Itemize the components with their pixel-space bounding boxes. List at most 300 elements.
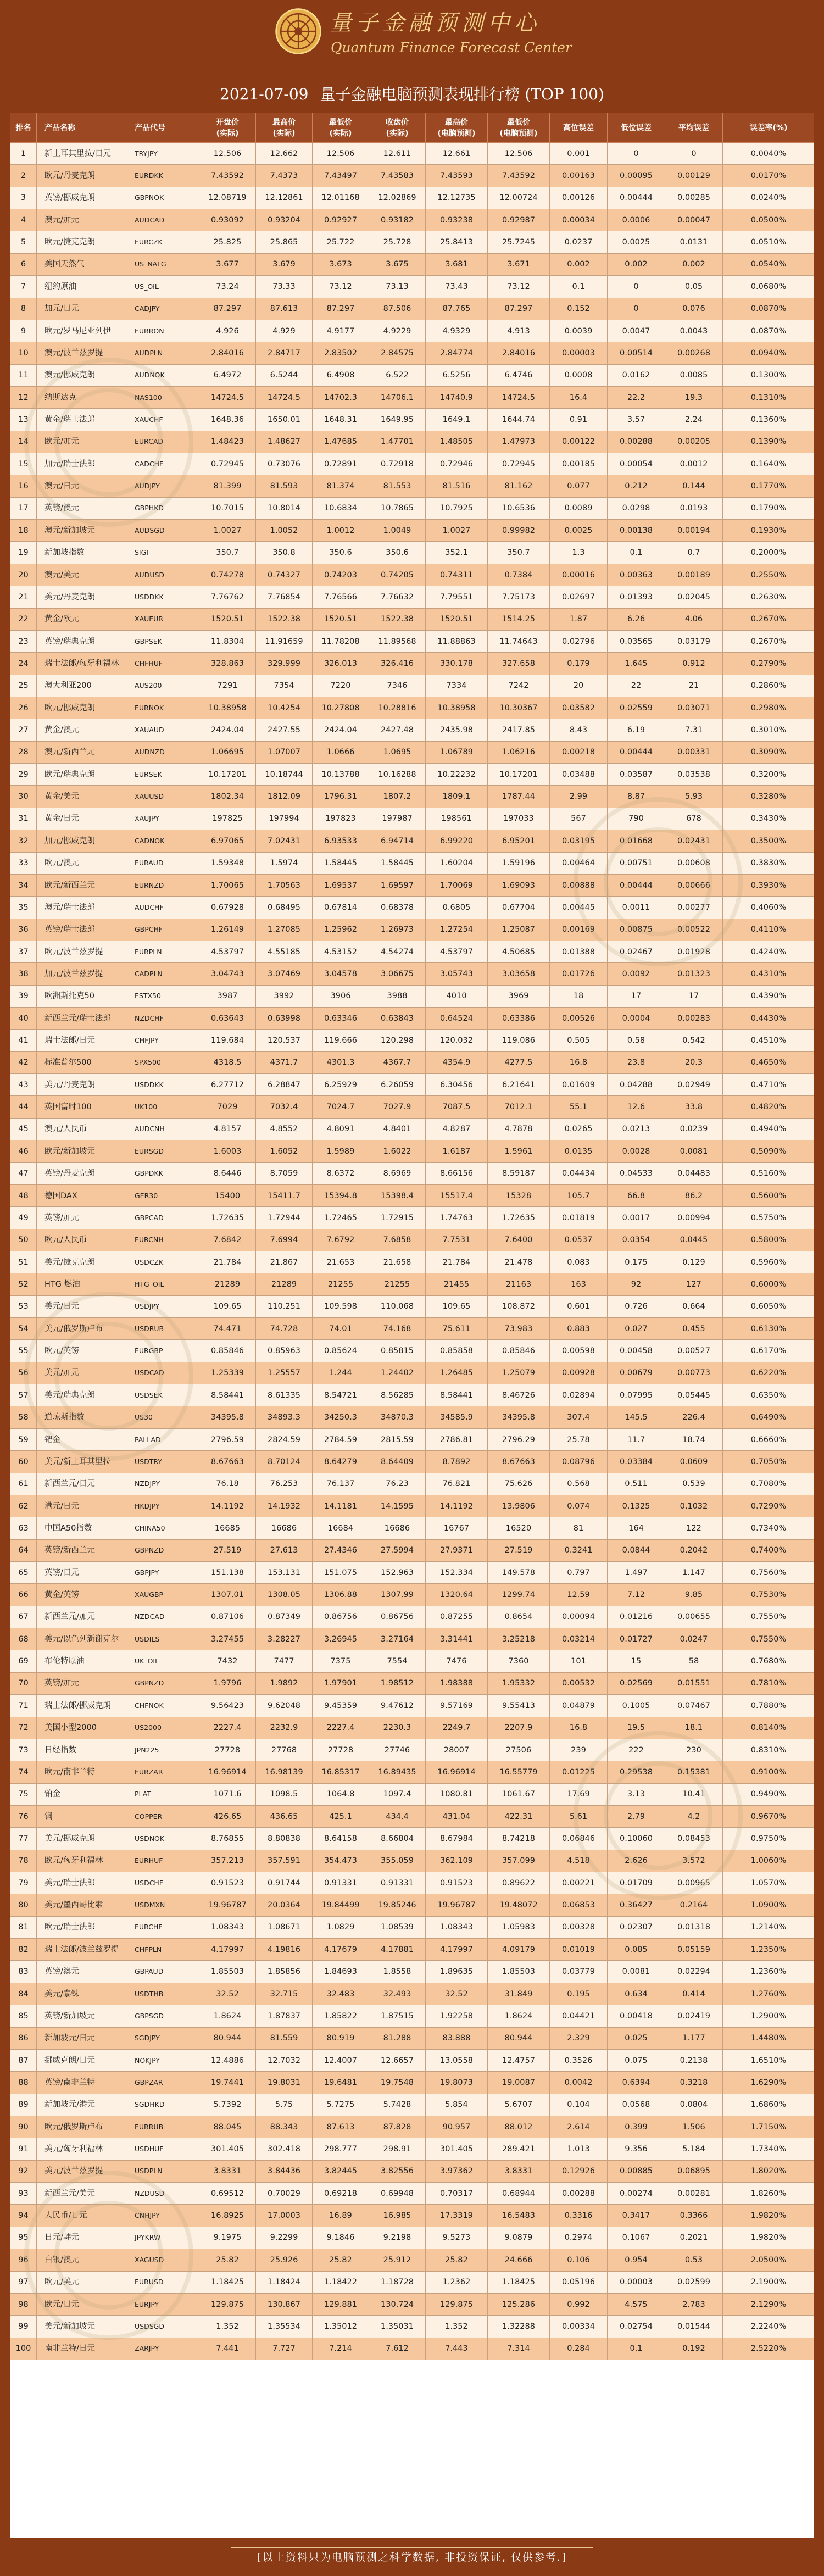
cell-pred-high: 13.0558 <box>426 2049 488 2071</box>
cell-high-err: 0.00221 <box>550 1872 608 1894</box>
table-row <box>10 1805 815 1827</box>
cell-name: 欧元/匈牙利福林 <box>37 1850 130 1872</box>
cell-pred-high: 34585.9 <box>426 1406 488 1428</box>
cell-low: 9.45359 <box>313 1695 369 1717</box>
cell-rank: 15 <box>10 453 37 475</box>
cell-open: 7.6842 <box>199 1229 256 1251</box>
cell-pred-high: 3.97362 <box>426 2160 488 2182</box>
cell-open: 350.7 <box>199 542 256 564</box>
cell-pred-high: 0.85858 <box>426 1340 488 1362</box>
cell-pred-high: 1.27254 <box>426 919 488 941</box>
cell-low-err: 0.00514 <box>608 342 665 364</box>
cell-avg-err: 1.177 <box>665 2027 723 2049</box>
cell-pred-high: 19.96787 <box>426 1894 488 1916</box>
cell-low-err: 0.002 <box>608 253 665 275</box>
cell-pred-low: 16.55779 <box>488 1761 550 1783</box>
cell-low: 73.12 <box>313 276 369 298</box>
cell-low-err: 0.0298 <box>608 497 665 519</box>
cell-err-rate: 0.9750% <box>723 1828 815 1850</box>
cell-high-err: 0.00445 <box>550 897 608 919</box>
cell-low: 350.6 <box>313 542 369 564</box>
cell-avg-err: 0.03071 <box>665 697 723 719</box>
cell-close: 0.74205 <box>369 564 426 586</box>
cell-err-rate: 0.0870% <box>723 320 815 342</box>
cell-name: 欧元/新加坡元 <box>37 1140 130 1162</box>
cell-open: 8.67663 <box>199 1451 256 1473</box>
cell-err-rate: 0.2670% <box>723 630 815 652</box>
cell-low-err: 1.497 <box>608 1562 665 1584</box>
table-row <box>10 2027 815 2049</box>
cell-low: 109.598 <box>313 1295 369 1317</box>
cell-pred-low: 7.43592 <box>488 165 550 187</box>
cell-code: GBPNZD <box>130 1539 199 1561</box>
cell-code: ZARJPY <box>130 2338 199 2360</box>
cell-open: 27.519 <box>199 1539 256 1561</box>
cell-close: 4.17881 <box>369 1939 426 1961</box>
cell-pred-low: 8.74218 <box>488 1828 550 1850</box>
cell-name: 纳斯达克 <box>37 386 130 408</box>
cell-pred-high: 4.9329 <box>426 320 488 342</box>
cell-low-err: 0.07995 <box>608 1384 665 1406</box>
cell-rank: 42 <box>10 1051 37 1073</box>
cell-err-rate: 0.4310% <box>723 963 815 985</box>
cell-avg-err: 7.31 <box>665 719 723 741</box>
cell-low-err: 0.03384 <box>608 1451 665 1473</box>
table-row <box>10 1295 815 1317</box>
cell-name: 铜 <box>37 1805 130 1827</box>
cell-err-rate: 0.4430% <box>723 1008 815 1030</box>
cell-name: 澳元/新西兰元 <box>37 741 130 763</box>
table-row <box>10 1517 815 1539</box>
cell-close: 1807.2 <box>369 786 426 808</box>
cell-low-err: 66.8 <box>608 1184 665 1206</box>
cell-open: 1.85503 <box>199 1961 256 1983</box>
cell-err-rate: 0.3090% <box>723 741 815 763</box>
cell-code: USDTHB <box>130 1983 199 2005</box>
cell-low-err: 15 <box>608 1650 665 1672</box>
cell-name: 美元/挪威克朗 <box>37 1828 130 1850</box>
cell-open: 81.399 <box>199 475 256 497</box>
cell-close: 4.8401 <box>369 1118 426 1140</box>
cell-code: UK_OIL <box>130 1650 199 1672</box>
cell-name: 美元/波兰兹罗提 <box>37 2160 130 2182</box>
cell-name: 英镑/丹麦克朗 <box>37 1162 130 1184</box>
cell-name: 英镑/新西兰元 <box>37 1539 130 1561</box>
cell-rank: 82 <box>10 1939 37 1961</box>
cell-code: EURGBP <box>130 1340 199 1362</box>
cell-name: 欧元/新西兰元 <box>37 874 130 896</box>
table-row <box>10 409 815 431</box>
cell-low: 7220 <box>313 675 369 697</box>
cell-pred-low: 2417.85 <box>488 719 550 741</box>
cell-low: 15394.8 <box>313 1184 369 1206</box>
cell-high-err: 4.518 <box>550 1850 608 1872</box>
cell-open: 129.875 <box>199 2293 256 2315</box>
cell-err-rate: 0.2670% <box>723 608 815 630</box>
cell-code: GBPNZD <box>130 1672 199 1694</box>
cell-rank: 66 <box>10 1584 37 1606</box>
cell-high-err: 0.00163 <box>550 165 608 187</box>
cell-avg-err: 0.3218 <box>665 2072 723 2094</box>
column-sublabel: (实际) <box>272 129 296 138</box>
table-row <box>10 741 815 763</box>
cell-high-err: 0.883 <box>550 1318 608 1340</box>
table-row <box>10 919 815 941</box>
cell-rank: 55 <box>10 1340 37 1362</box>
cell-low: 16684 <box>313 1517 369 1539</box>
cell-open: 1.18425 <box>199 2271 256 2293</box>
cell-close: 19.7548 <box>369 2072 426 2094</box>
cell-low-err: 2.79 <box>608 1805 665 1827</box>
table-row <box>10 1318 815 1340</box>
cell-open: 4.926 <box>199 320 256 342</box>
cell-rank: 90 <box>10 2116 37 2138</box>
cell-high-err: 1.3 <box>550 542 608 564</box>
cell-high-err: 0.02894 <box>550 1384 608 1406</box>
cell-open: 4318.5 <box>199 1051 256 1073</box>
cell-avg-err: 0.02949 <box>665 1074 723 1096</box>
cell-avg-err: 0.912 <box>665 653 723 675</box>
cell-avg-err: 0.539 <box>665 1473 723 1495</box>
cell-open: 16.96914 <box>199 1761 256 1783</box>
cell-low-err: 0 <box>608 143 665 165</box>
cell-err-rate: 0.0240% <box>723 187 815 209</box>
cell-low: 76.137 <box>313 1473 369 1495</box>
cell-code: GBPCAD <box>130 1207 199 1229</box>
table-row <box>10 542 815 564</box>
cell-open: 14.1192 <box>199 1495 256 1517</box>
cell-high: 0.85963 <box>256 1340 313 1362</box>
table-row <box>10 1916 815 1938</box>
cell-avg-err: 0.2021 <box>665 2227 723 2249</box>
cell-rank: 53 <box>10 1295 37 1317</box>
cell-low: 0.69218 <box>313 2183 369 2205</box>
cell-err-rate: 0.7400% <box>723 1539 815 1561</box>
cell-high-err: 8.43 <box>550 719 608 741</box>
cell-low: 6.4908 <box>313 364 369 386</box>
cell-pred-low: 149.578 <box>488 1562 550 1584</box>
cell-close: 2230.3 <box>369 1717 426 1739</box>
cell-err-rate: 1.6510% <box>723 2049 815 2071</box>
cell-high: 1812.09 <box>256 786 313 808</box>
cell-low-err: 0.00095 <box>608 165 665 187</box>
cell-high-err: 0.04434 <box>550 1162 608 1184</box>
brand-name-cn: 量子金融预测中心 <box>330 10 541 36</box>
cell-open: 12.506 <box>199 143 256 165</box>
cell-close: 1307.99 <box>369 1584 426 1606</box>
cell-pred-low: 0.67704 <box>488 897 550 919</box>
cell-low: 25.82 <box>313 2249 369 2271</box>
cell-code: GBPSGD <box>130 2005 199 2027</box>
cell-avg-err: 0.0081 <box>665 1140 723 1162</box>
cell-avg-err: 0.00994 <box>665 1207 723 1229</box>
table-row <box>10 675 815 697</box>
cell-err-rate: 0.1390% <box>723 431 815 453</box>
cell-low: 2784.59 <box>313 1428 369 1450</box>
cell-low: 3906 <box>313 985 369 1007</box>
cell-rank: 95 <box>10 2227 37 2249</box>
cell-name: 标准普尔500 <box>37 1051 130 1073</box>
cell-rank: 70 <box>10 1672 37 1694</box>
cell-high: 32.715 <box>256 1983 313 2005</box>
cell-low-err: 0.954 <box>608 2249 665 2271</box>
cell-name: 美元/俄罗斯卢布 <box>37 1318 130 1340</box>
cell-low-err: 0.00751 <box>608 852 665 874</box>
cell-low: 27.4346 <box>313 1539 369 1561</box>
cell-low: 27728 <box>313 1739 369 1761</box>
cell-avg-err: 0.414 <box>665 1983 723 2005</box>
cell-open: 1.8624 <box>199 2005 256 2027</box>
cell-low-err: 0.00054 <box>608 453 665 475</box>
cell-close: 1.08539 <box>369 1916 426 1938</box>
cell-pred-high: 1520.51 <box>426 608 488 630</box>
cell-close: 25.912 <box>369 2249 426 2271</box>
cell-code: CADNOK <box>130 830 199 852</box>
cell-low: 16.85317 <box>313 1761 369 1783</box>
cell-close: 4367.7 <box>369 1051 426 1073</box>
cell-high-err: 0.06853 <box>550 1894 608 1916</box>
cell-close: 1.8558 <box>369 1961 426 1983</box>
cell-high-err: 307.4 <box>550 1406 608 1428</box>
column-sublabel: (电脑预测) <box>437 129 476 138</box>
cell-avg-err: 86.2 <box>665 1184 723 1206</box>
cell-code: SPX500 <box>130 1051 199 1073</box>
cell-name: 美元/日元 <box>37 1295 130 1317</box>
cell-pred-high: 109.65 <box>426 1295 488 1317</box>
cell-rank: 30 <box>10 786 37 808</box>
cell-err-rate: 0.1640% <box>723 453 815 475</box>
cell-code: USDSEK <box>130 1384 199 1406</box>
table-row <box>10 1229 815 1251</box>
cell-rank: 12 <box>10 386 37 408</box>
cell-code: USDJPY <box>130 1295 199 1317</box>
cell-avg-err: 0.02045 <box>665 586 723 608</box>
cell-low-err: 0.6394 <box>608 2072 665 2094</box>
cell-low-err: 0.085 <box>608 1939 665 1961</box>
cell-low: 6.93533 <box>313 830 369 852</box>
cell-high-err: 0.01225 <box>550 1761 608 1783</box>
cell-pred-low: 0.63386 <box>488 1008 550 1030</box>
cell-low-err: 0.0844 <box>608 1539 665 1561</box>
cell-rank: 34 <box>10 874 37 896</box>
cell-err-rate: 2.0500% <box>723 2249 815 2271</box>
cell-close: 6.26059 <box>369 1074 426 1096</box>
cell-name: 挪威克朗/日元 <box>37 2049 130 2071</box>
cell-avg-err: 4.06 <box>665 608 723 630</box>
cell-rank: 96 <box>10 2249 37 2271</box>
cell-pred-low: 81.162 <box>488 475 550 497</box>
cell-high: 27.613 <box>256 1539 313 1561</box>
cell-pred-high: 4.53797 <box>426 941 488 962</box>
table-row <box>10 586 815 608</box>
cell-high-err: 2.99 <box>550 786 608 808</box>
cell-close: 1.35031 <box>369 2316 426 2338</box>
cell-avg-err: 58 <box>665 1650 723 1672</box>
cell-pred-high: 21455 <box>426 1273 488 1295</box>
cell-name: 加元/瑞士法郎 <box>37 453 130 475</box>
cell-close: 130.724 <box>369 2293 426 2315</box>
cell-high: 3.679 <box>256 253 313 275</box>
cell-high-err: 0.00016 <box>550 564 608 586</box>
cell-high: 1.08671 <box>256 1916 313 1938</box>
cell-rank: 71 <box>10 1695 37 1717</box>
cell-high: 12.12861 <box>256 187 313 209</box>
cell-close: 14.1595 <box>369 1495 426 1517</box>
table-row <box>10 1384 815 1406</box>
cell-low-err: 0.00418 <box>608 2005 665 2027</box>
cell-low: 1.0666 <box>313 741 369 763</box>
cell-low-err: 4.575 <box>608 2293 665 2315</box>
cell-pred-high: 3.05743 <box>426 963 488 985</box>
cell-pred-high: 4.8287 <box>426 1118 488 1140</box>
table-row <box>10 520 815 542</box>
cell-pred-high: 5.854 <box>426 2094 488 2116</box>
cell-pred-high: 198561 <box>426 808 488 830</box>
cell-close: 3.82556 <box>369 2160 426 2182</box>
column-header-low <box>313 113 369 143</box>
cell-avg-err: 678 <box>665 808 723 830</box>
cell-high-err: 0.03582 <box>550 697 608 719</box>
cell-open: 4.8157 <box>199 1118 256 1140</box>
cell-rank: 4 <box>10 209 37 231</box>
cell-rank: 5 <box>10 231 37 253</box>
cell-name: 美国天然气 <box>37 253 130 275</box>
cell-err-rate: 0.3010% <box>723 719 815 741</box>
cell-high-err: 239 <box>550 1739 608 1761</box>
cell-high: 0.91744 <box>256 1872 313 1894</box>
cell-code: USDCHF <box>130 1872 199 1894</box>
cell-pred-high: 6.99220 <box>426 830 488 852</box>
cell-low-err: 0.3417 <box>608 2205 665 2227</box>
cell-name: 黄金/欧元 <box>37 608 130 630</box>
cell-pred-high: 16.96914 <box>426 1761 488 1783</box>
cell-pred-high: 1.92258 <box>426 2005 488 2027</box>
cell-code: SGDJPY <box>130 2027 199 2049</box>
cell-open: 3.677 <box>199 253 256 275</box>
cell-code: EURAUD <box>130 852 199 874</box>
cell-pred-high: 21.784 <box>426 1251 488 1273</box>
cell-name: 澳元/波兰兹罗提 <box>37 342 130 364</box>
cell-high: 1.07007 <box>256 741 313 763</box>
cell-low: 1.244 <box>313 1362 369 1384</box>
cell-code: TRYJPY <box>130 143 199 165</box>
cell-err-rate: 1.4480% <box>723 2027 815 2049</box>
cell-err-rate: 1.0060% <box>723 1850 815 1872</box>
cell-low-err: 17 <box>608 985 665 1007</box>
cell-low-err: 0.075 <box>608 2049 665 2071</box>
cell-pred-low: 25.7245 <box>488 231 550 253</box>
column-sublabel: (实际) <box>216 129 239 138</box>
cell-low-err: 0.04288 <box>608 1074 665 1096</box>
cell-open: 3987 <box>199 985 256 1007</box>
cell-code: USDDKK <box>130 1074 199 1096</box>
cell-low: 1.69537 <box>313 874 369 896</box>
cell-low-err: 0.00875 <box>608 919 665 941</box>
cell-err-rate: 0.3930% <box>723 874 815 896</box>
cell-name: 欧元/澳元 <box>37 852 130 874</box>
cell-err-rate: 0.4390% <box>723 985 815 1007</box>
cell-high-err: 0.01819 <box>550 1207 608 1229</box>
cell-close: 76.23 <box>369 1473 426 1495</box>
table-row <box>10 1562 815 1584</box>
cell-low: 425.1 <box>313 1805 369 1827</box>
cell-low-err: 23.8 <box>608 1051 665 1073</box>
cell-pred-high: 152.334 <box>426 1562 488 1584</box>
cell-high-err: 0.1 <box>550 276 608 298</box>
cell-name: 美元/以色列新谢克尔 <box>37 1628 130 1650</box>
cell-open: 1.352 <box>199 2316 256 2338</box>
cell-rank: 46 <box>10 1140 37 1162</box>
cell-pred-low: 3.671 <box>488 253 550 275</box>
cell-high: 1.70563 <box>256 874 313 896</box>
table-row <box>10 963 815 985</box>
cell-open: 9.1975 <box>199 2227 256 2249</box>
cell-pred-high: 1.26485 <box>426 1362 488 1384</box>
report-title-text: 量子金融电脑预测表现排行榜 (TOP 100) <box>320 85 604 103</box>
cell-err-rate: 0.4710% <box>723 1074 815 1096</box>
cell-open: 1.25339 <box>199 1362 256 1384</box>
cell-rank: 58 <box>10 1406 37 1428</box>
cell-err-rate: 0.6220% <box>723 1362 815 1384</box>
cell-low-err: 790 <box>608 808 665 830</box>
cell-low-err: 0.025 <box>608 2027 665 2049</box>
cell-high-err: 0.00034 <box>550 209 608 231</box>
cell-err-rate: 1.9820% <box>723 2227 815 2249</box>
cell-err-rate: 0.2790% <box>723 653 815 675</box>
cell-avg-err: 0.00283 <box>665 1008 723 1030</box>
cell-open: 1.48423 <box>199 431 256 453</box>
cell-high: 1.27085 <box>256 919 313 941</box>
cell-err-rate: 0.2630% <box>723 586 815 608</box>
cell-err-rate: 0.7880% <box>723 1695 815 1717</box>
cell-open: 1.26149 <box>199 919 256 941</box>
cell-rank: 86 <box>10 2027 37 2049</box>
cell-err-rate: 0.1770% <box>723 475 815 497</box>
table-row <box>10 697 815 719</box>
table-row <box>10 1761 815 1783</box>
cell-pred-low: 1061.67 <box>488 1783 550 1805</box>
cell-err-rate: 1.2760% <box>723 1983 815 2005</box>
cell-low-err: 0.0028 <box>608 1140 665 1162</box>
cell-avg-err: 0.02294 <box>665 1961 723 1983</box>
cell-low: 0.72891 <box>313 453 369 475</box>
cell-err-rate: 0.7550% <box>723 1606 815 1628</box>
column-label: 平均误差 <box>678 123 709 132</box>
cell-avg-err: 0.0247 <box>665 1628 723 1650</box>
cell-high: 20.0364 <box>256 1894 313 1916</box>
cell-err-rate: 0.2550% <box>723 564 815 586</box>
cell-open: 2424.04 <box>199 719 256 741</box>
cell-close: 10.7865 <box>369 497 426 519</box>
cell-rank: 48 <box>10 1184 37 1206</box>
cell-open: 1802.34 <box>199 786 256 808</box>
cell-rank: 13 <box>10 409 37 431</box>
cell-high-err: 5.61 <box>550 1805 608 1827</box>
cell-close: 1.87515 <box>369 2005 426 2027</box>
cell-open: 9.56423 <box>199 1695 256 1717</box>
cell-rank: 51 <box>10 1251 37 1273</box>
cell-code: NOKJPY <box>130 2049 199 2071</box>
cell-rank: 57 <box>10 1384 37 1406</box>
cell-pred-high: 10.7925 <box>426 497 488 519</box>
cell-pred-high: 17.3319 <box>426 2205 488 2227</box>
cell-err-rate: 1.8020% <box>723 2160 815 2182</box>
cell-name: 新西兰元/日元 <box>37 1473 130 1495</box>
cell-open: 5.7392 <box>199 2094 256 2116</box>
cell-open: 109.65 <box>199 1295 256 1317</box>
table-row <box>10 985 815 1007</box>
cell-low-err: 222 <box>608 1739 665 1761</box>
